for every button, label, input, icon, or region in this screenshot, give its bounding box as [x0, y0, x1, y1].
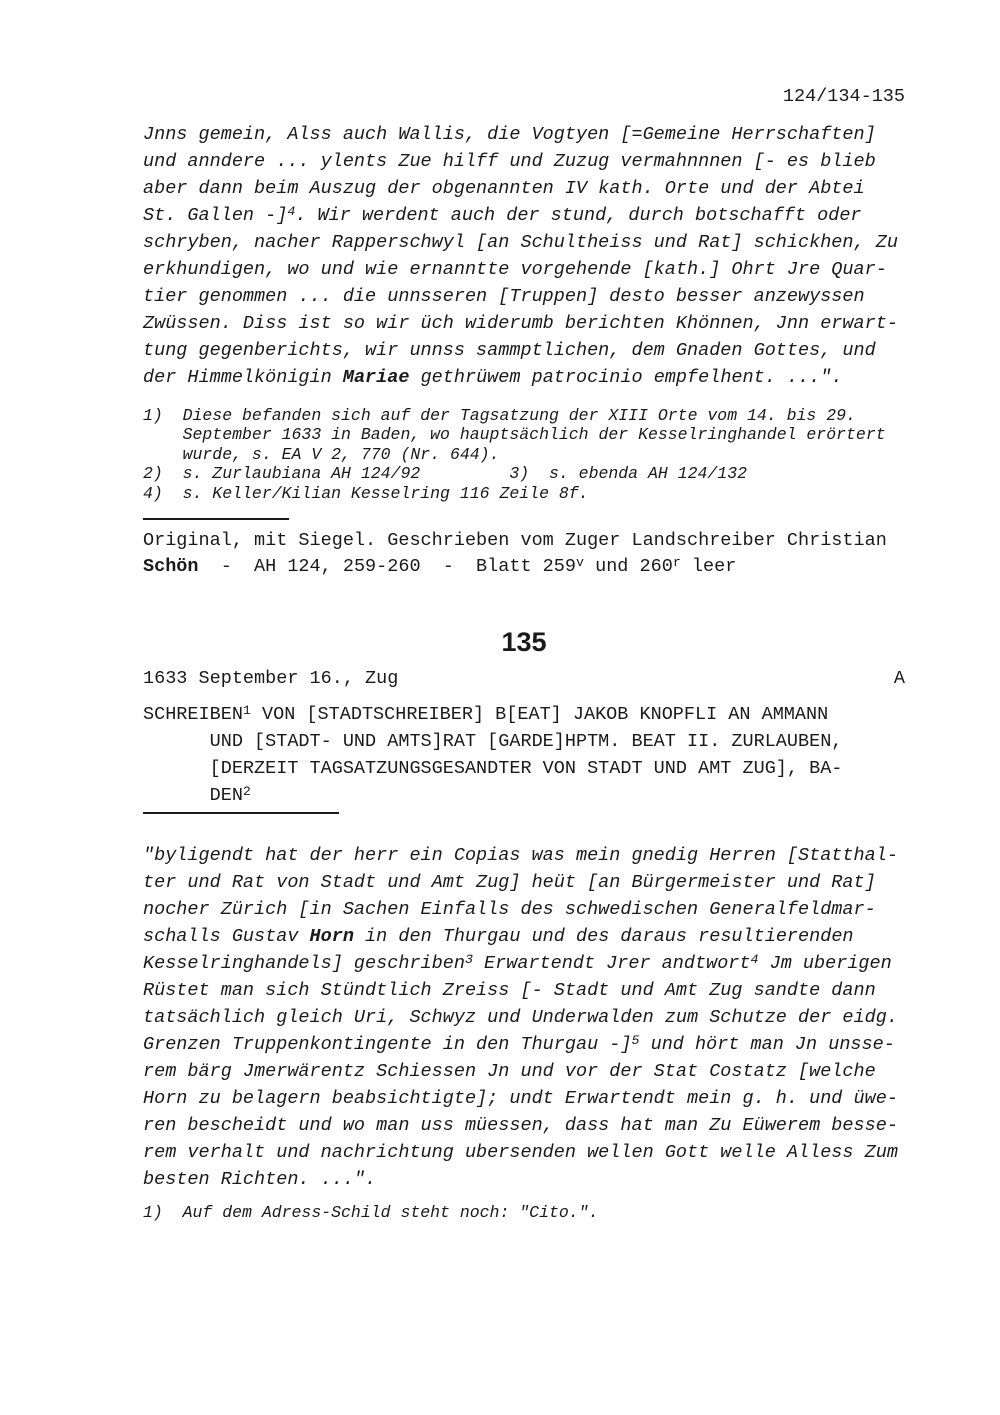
- doc-135-quote-paragraph: [143, 842, 898, 1193]
- footnote-reference: v: [575, 554, 584, 570]
- document-number-heading: 135: [501, 627, 547, 657]
- doc-135-dateline: [143, 668, 905, 689]
- text-line: ter und Rat von Stadt und Amt Zug] heüt [an Bürgermeister und Rat]: [143, 872, 876, 893]
- text-line: SCHREIBEN$^1$ VON [STADTSCHREIBER] B[EAT] JAKOB KNOPFLI AN AMMANN: [143, 702, 829, 725]
- text-line: erkhundigen, wo und wie ernanntte vorgehende [kath.] Ohrt Jre Quar-: [143, 259, 887, 280]
- doc-135-footnotes: [143, 1203, 598, 1222]
- footnote-reference: 1: [242, 702, 251, 718]
- text-line: 2) s. Zurlaubiana AH 124/92 3) s. ebenda AH 124/132: [143, 464, 747, 484]
- text-line: tatsächlich gleich Uri, Schwyz und Underwalden zum Schutze der eidg.: [143, 1007, 898, 1028]
- text-line: Schön - AH 124, 259-260 - Blatt 259$^v$ und 260$^r$ leer: [143, 554, 737, 577]
- text-line: "byligendt hat der herr ein Copias was mein gnedig Herren [Statthal-: [143, 845, 898, 866]
- footnote-reference: 5: [631, 1032, 640, 1048]
- heading-divider-rule: [143, 812, 339, 814]
- text-line: tier genommen ... die unnsseren [Truppen] desto besser anzewyssen: [143, 286, 865, 307]
- text-line: Grenzen Truppenkontingente in den Thurgau -]$^5$ und hört man Jn unsse-: [143, 1032, 895, 1055]
- text-line: Original, mit Siegel. Geschrieben vom Zuger Landschreiber Christian: [143, 530, 887, 551]
- text-line: tung gegenberichts, wir unnss sammptlichen, dem Gnaden Gottes, und: [143, 340, 876, 361]
- footnote-reference: 4: [287, 203, 296, 219]
- text-line: [DERZEIT TAGSATZUNGSGESANDTER VON STADT UND AMT ZUG], BA-: [143, 758, 843, 779]
- text-line: Horn zu belagern beabsichtigte]; undt Erwartendt mein g. h. und üwe-: [143, 1088, 898, 1109]
- footnote-reference: r: [672, 554, 681, 570]
- source-siglum: A: [893, 668, 905, 689]
- text-line: 1) Diese befanden sich auf der Tagsatzung der XIII Orte vom 14. bis 29.: [143, 406, 856, 425]
- provenance-divider-rule: [143, 518, 289, 520]
- text-line: Kesselringhandels] geschriben$^3$ Erwartendt Jrer andtwort$^4$ Jm uberigen: [143, 951, 892, 974]
- footnote-reference: 4: [750, 951, 759, 967]
- text-line: rem bärg Jmerwärentz Schiessen Jn und vor der Stat Costatz [welche: [143, 1061, 876, 1082]
- footnote-reference: 2: [242, 783, 251, 799]
- text-line: UND [STADT- UND AMTS]RAT [GARDE]HPTM. BEAT II. ZURLAUBEN,: [143, 731, 843, 752]
- text-line: 1) Auf dem Adress-Schild steht noch: "Cito.".: [143, 1203, 599, 1222]
- text-line: nocher Zürich [in Sachen Einfalls des schwedischen Generalfeldmar-: [143, 899, 876, 920]
- text-line: wurde, s. EA V 2, 770 (Nr. 644).: [143, 444, 500, 464]
- doc-134-provenance: [143, 528, 887, 580]
- text-line: der Himmelkönigin Mariae gethrüwem patrocinio empfelhent. ...".: [143, 367, 843, 388]
- text-line: schryben, nacher Rapperschwyl [an Schultheiss und Rat] schickhen, Zu: [143, 232, 898, 253]
- doc-134-quote-paragraph: [143, 121, 898, 391]
- doc-135-heading: [143, 701, 842, 809]
- text-line: St. Gallen -]$^4$. Wir werdent auch der stund, durch botschafft oder: [143, 203, 862, 226]
- text-line: 4) s. Keller/Kilian Kesselring 116 Zeile 8f.: [143, 483, 589, 503]
- text-line: besten Richten. ...".: [143, 1169, 377, 1190]
- dateline-text: 1633 September 16., Zug: [143, 668, 399, 689]
- doc-134-footnotes: [143, 406, 886, 503]
- text-line: Jnns gemein, Alss auch Wallis, die Vogtyen [=Gemeine Herrschaften]: [143, 124, 876, 145]
- footnote-reference: 3: [464, 951, 473, 967]
- text-line: aber dann beim Auszug der obgenannten IV kath. Orte und der Abtei: [143, 178, 865, 199]
- text-line: DEN$^2$: [143, 783, 251, 806]
- text-line: und anndere ... ylents Zue hilff und Zuzug vermahnnnen [- es blieb: [143, 151, 876, 172]
- text-line: Zwüssen. Diss ist so wir üch widerumb berichten Khönnen, Jnn erwart-: [143, 313, 898, 334]
- text-line: September 1633 in Baden, wo hauptsächlich der Kesselringhandel erörtert: [143, 425, 886, 445]
- text-line: schalls Gustav Horn in den Thurgau und des daraus resultierenden: [143, 926, 854, 947]
- text-line: rem verhalt und nachrichtung ubersenden wellen Gott welle Alless Zum: [143, 1142, 898, 1163]
- text-line: Rüstet man sich Stündtlich Zreiss [- Stadt und Amt Zug sandte dann: [143, 980, 876, 1001]
- text-line: ren bescheidt und wo man uss müessen, dass hat man Zu Eüwerem besse-: [143, 1115, 898, 1136]
- folio-number: 124/134-135: [782, 86, 905, 107]
